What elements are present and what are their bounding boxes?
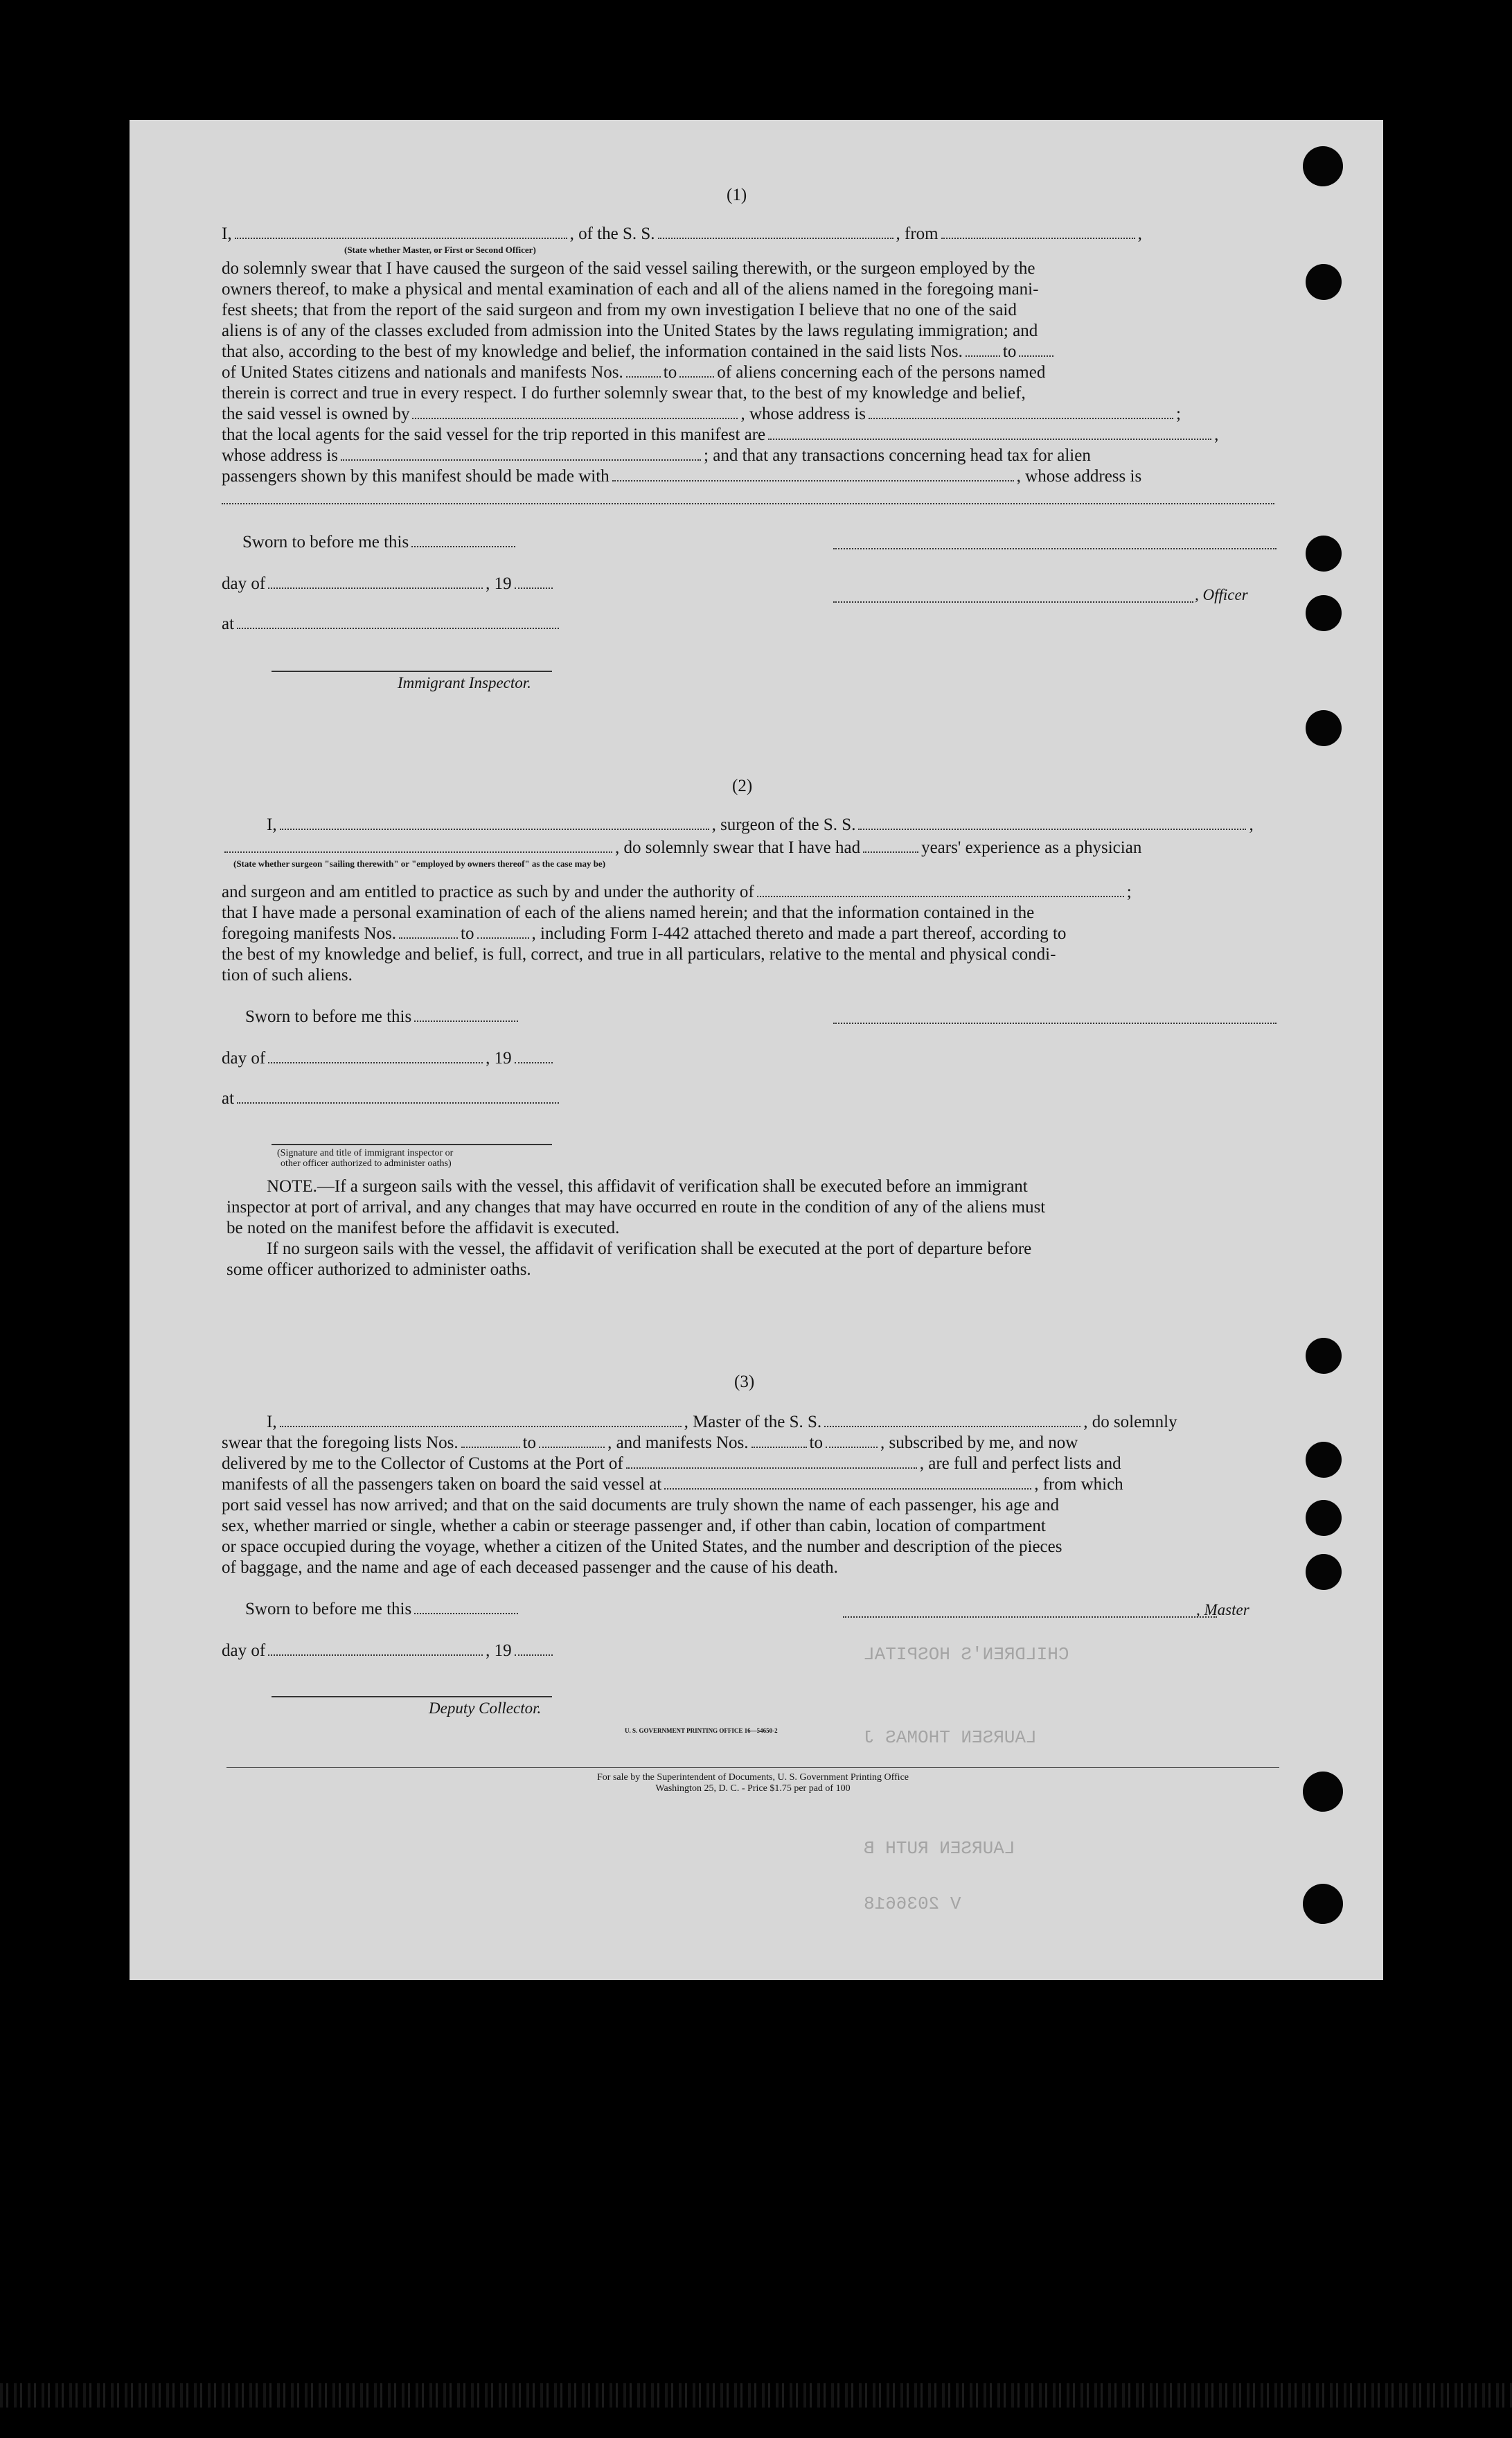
s1-manifests-line [222,362,1274,383]
s1-officer-line [833,601,1193,603]
immigrant-inspector-label: Immigrant Inspector. [398,674,531,691]
s2-sworn [245,1007,592,1027]
s3-text-line: of baggage, and the name and age of each deceased passenger and the cause of his death. [222,1558,838,1577]
surgeon-hint: (State whether surgeon "sailing therewith" or "employed by owners thereof" as the case may be) [233,858,606,869]
s1-text-line: fest sheets; that from the report of the said surgeon and from my own investigation I believe that no one of the said [222,301,1017,319]
s1-inspector-line [272,671,552,672]
bleed-through-text: V 2036618 [864,1893,961,1914]
s1-to: to [1002,342,1017,361]
note-line: some officer authorized to administer oaths. [226,1260,531,1279]
s1-owned-by: the said vessel is owned by [222,405,410,423]
s2-manifests-nos: foregoing manifests Nos. [222,924,397,943]
s1-of-aliens: of aliens concerning each of the persons named [717,363,1046,382]
s3-port-line [222,1454,1274,1474]
punch-hole [1303,146,1343,186]
s2-authority: and surgeon and am entitled to practice as such by and under the authority of [222,883,754,901]
s1-text-line: aliens is of any of the classes excluded from admission into the United States by the laws regulating immigration; and [222,321,1038,340]
s3-to: to [522,1433,537,1452]
s2-to: to [461,924,474,943]
section-3-number: (3) [734,1372,755,1391]
s3-master-line [843,1616,1217,1618]
s3-taken-on-board: manifests of all the passengers taken on board the said vessel at [222,1475,662,1494]
punch-hole [1306,1554,1342,1590]
s1-lists-nos: that also, according to the best of my knowledge and belief, the information contained in the said lists Nos. [222,342,963,361]
s3-text-line: or space occupied during the voyage, whether a citizen of the United States, and the number and description of the pieces [222,1537,1062,1556]
bleed-through-text: LAURSEN THOMAS J [864,1727,1037,1748]
s2-solemnly-swear: , do solemnly swear that I have had [615,838,861,857]
footer-rule [226,1767,1279,1768]
s1-lists-line [222,342,1274,362]
s1-from: , from [896,224,939,243]
s1-at-label: at [222,615,235,633]
punch-hole [1306,1338,1342,1374]
s1-agents: that the local agents for the said vessel for the trip reported in this manifest are [222,425,766,444]
s1-to: to [663,363,677,382]
note-line: If no surgeon sails with the vessel, the affidavit of verification shall be executed at the port of departure before [267,1239,1032,1258]
scan-border-artifact [0,2383,1512,2408]
s1-head-tax: ; and that any transactions concerning head tax for alien [704,446,1091,465]
s2-authority-line [222,882,1274,903]
s1-text-line: owners thereof, to make a physical and mental examination of each and all of the aliens named in the foregoing mani- [222,280,1039,299]
s3-solemnly: , do solemnly [1083,1413,1177,1431]
s3-master-of: , Master of the S. S. [684,1413,822,1431]
s2-manifests-line [222,924,1274,944]
s2-text-line: tion of such aliens. [222,966,353,984]
note-line: be noted on the manifest before the affidavit is executed. [226,1219,620,1237]
s2-at [222,1088,637,1109]
deputy-collector-label: Deputy Collector. [429,1699,542,1717]
punch-hole [1306,595,1342,631]
punch-hole [1306,536,1342,572]
s3-subscribed: , subscribed by me, and now [880,1433,1078,1452]
s1-sworn-label: Sworn to before me this [242,533,409,551]
punch-hole [1306,264,1342,300]
s3-day-of-label: day of [222,1641,266,1660]
s2-surgeon-of: , surgeon of the S. S. [711,815,856,834]
s1-semicolon: ; [1176,405,1181,423]
s1-officer-label: , Officer [1195,586,1248,603]
s1-comma: , [1137,224,1142,243]
s1-whose-address: , whose address is [740,405,866,423]
s2-19: , 19 [486,1049,512,1068]
s1-day-of [222,574,637,594]
s3-lists: swear that the foregoing lists Nos. [222,1433,459,1452]
s3-to-2: to [809,1433,823,1452]
punch-hole [1303,1772,1343,1812]
s1-text-line: therein is correct and true in every respect. I do further solemnly swear that, to the best of my knowledge and belief, [222,384,1026,403]
s2-semicolon: ; [1126,883,1132,901]
s3-day-of [222,1641,637,1661]
s1-blank-line [222,503,1274,504]
s1-signature-line [833,548,1277,549]
footer-line-1: For sale by the Superintendent of Documents, U. S. Government Printing Office [597,1772,909,1783]
s2-sworn-label: Sworn to before me this [245,1007,412,1026]
s2-day-of [222,1048,637,1069]
section-2-number: (2) [732,777,753,795]
s3-full-perfect: , are full and perfect lists and [919,1454,1121,1473]
s3-collector: delivered by me to the Collector of Customs at the Port of [222,1454,623,1473]
s3-text-line: port said vessel has now arrived; and that on the said documents are truly shown the name of each passenger, his age and [222,1496,1060,1514]
s2-including: , including Form I-442 attached thereto and made a part thereof, according to [531,924,1067,943]
s1-agents-line [222,425,1274,445]
s3-from-which: , from which [1034,1475,1123,1494]
punch-hole [1303,1884,1343,1924]
s2-text-line: that I have made a personal examination of each of the aliens named herein; and that the information contained in the [222,903,1035,922]
s2-inspector-line [272,1144,552,1145]
s1-manifests-nos: of United States citizens and nationals and manifests Nos. [222,363,623,382]
s3-vessel-at-line [222,1474,1274,1495]
s1-day-of-label: day of [222,574,266,593]
s3-19: , 19 [486,1641,512,1660]
s2-first-line [267,815,1278,836]
s1-at [222,614,637,635]
s3-deputy-line [272,1696,552,1697]
s3-lists-line [222,1433,1274,1454]
note-line: NOTE.—If a surgeon sails with the vessel, this affidavit of verification shall be executed before an immigrant [267,1177,1028,1196]
s2-sig-hint-1: (Signature and title of immigrant inspector or [277,1148,454,1158]
note-line: inspector at port of arrival, and any changes that may have occurred en route in the condition of any of the aliens must [226,1198,1046,1217]
punch-hole [1306,710,1342,746]
manifest-affidavit-page [130,120,1383,1980]
s1-whose-address-is-2: , whose address is [1016,467,1142,486]
gpo-imprint: U. S. GOVERNMENT PRINTING OFFICE 16—54650-2 [625,1727,778,1734]
s3-sworn [245,1599,592,1620]
s2-text-line: the best of my knowledge and belief, is full, correct, and true in all particulars, relative to the mental and physical condi- [222,945,1056,964]
s1-sworn [242,532,589,553]
s2-comma: , [1249,815,1254,834]
s1-i: I, [222,224,232,243]
s2-years-experience: years' experience as a physician [921,838,1142,857]
s1-of-ss: , of the S. S. [569,224,655,243]
bleed-through-text: LAURSEN RUTH B [864,1838,1015,1859]
s1-19: , 19 [486,574,512,593]
s2-signature-line [833,1023,1277,1024]
officer-hint: (State whether Master, or First or Second Officer) [344,245,536,255]
s3-manifests: , and manifests Nos. [607,1433,749,1452]
punch-hole [1306,1500,1342,1536]
footer-line-2: Washington 25, D. C. - Price $1.75 per pad of 100 [655,1783,851,1794]
s1-passengers: passengers shown by this manifest should be made with [222,467,610,486]
section-1-number: (1) [727,186,747,204]
s3-master-label: , Master [1196,1601,1249,1618]
bleed-through-text: CHILDREN'S HOSPITAL [864,1644,1069,1665]
s1-passengers-line [222,466,1274,487]
s1-comma: , [1214,425,1219,444]
s2-day-of-label: day of [222,1049,266,1068]
punch-hole [1306,1442,1342,1478]
s1-address-line [222,445,1274,466]
s3-sworn-label: Sworn to before me this [245,1600,412,1618]
s3-text-line: sex, whether married or single, whether a cabin or steerage passenger and, if other than cabin, location of compartment [222,1517,1046,1535]
s1-owner-line [222,404,1274,425]
s1-first-line [222,224,1274,245]
s2-at-label: at [222,1089,235,1108]
s2-i: I, [267,815,277,834]
s3-i: I, [267,1413,277,1431]
s2-second-line [222,838,1274,858]
footer [476,1772,1030,1794]
s2-sig-hint-2: other officer authorized to administer oaths) [281,1158,452,1169]
s1-whose-address-is: whose address is [222,446,339,465]
s3-first-line [267,1412,1278,1433]
s1-text-line: do solemnly swear that I have caused the surgeon of the said vessel sailing therewith, or the surgeon employed by the [222,259,1035,278]
